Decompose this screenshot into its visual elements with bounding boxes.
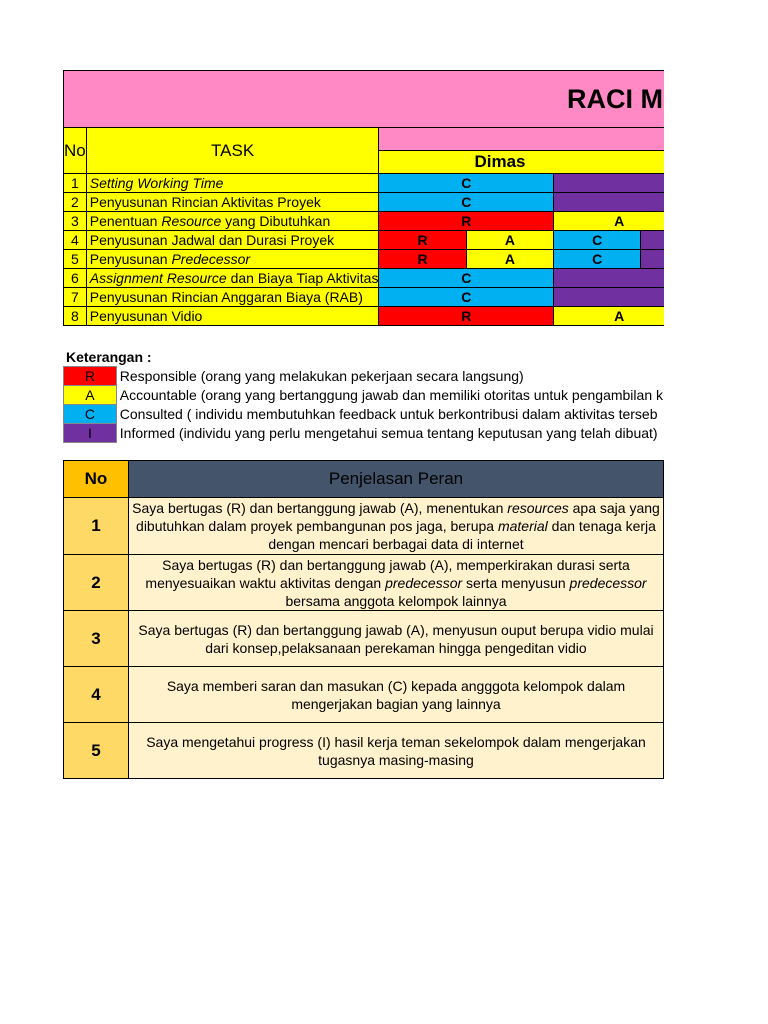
task-no: 4 bbox=[64, 231, 87, 250]
roles-header-no: No bbox=[64, 461, 129, 498]
role-text: Saya memberi saran dan masukan (C) kepada angggota kelompok dalam mengerjakan bagian yang lainnya bbox=[129, 667, 664, 723]
task-row bbox=[64, 288, 665, 307]
legend-swatch: C bbox=[64, 405, 117, 424]
legend-swatch: A bbox=[64, 386, 117, 405]
raci-cell bbox=[554, 193, 664, 212]
legend-item bbox=[64, 367, 664, 386]
task-no: 7 bbox=[64, 288, 87, 307]
raci-cell: C bbox=[379, 193, 554, 212]
task-row bbox=[64, 193, 665, 212]
task-no: 3 bbox=[64, 212, 87, 231]
task-no: 1 bbox=[64, 174, 87, 193]
role-row bbox=[64, 555, 664, 611]
roles-header-title: Penjelasan Peran bbox=[129, 461, 664, 498]
role-text: Saya bertugas (R) dan bertanggung jawab (A), menentukan resources apa saja yang dibutuhkan dalam proyek pembangunan pos jaga, berupa material dan tenaga kerja dengan mencari berbagai data di internet bbox=[129, 498, 664, 555]
raci-cell: R bbox=[379, 212, 554, 231]
role-row bbox=[64, 723, 664, 779]
role-text: Saya bertugas (R) dan bertanggung jawab (A), memperkirakan durasi serta menyesuaikan waktu aktivitas dengan predecessor serta menyusun predecessor bersama anggota kelompok lainnya bbox=[129, 555, 664, 611]
raci-cell: A bbox=[466, 250, 553, 269]
task-name: Penyusunan Rincian Anggaran Biaya (RAB) bbox=[86, 288, 379, 307]
raci-cell: C bbox=[554, 231, 641, 250]
legend-text: Accountable (orang yang bertanggung jawab dan memiliki otoritas untuk pengambilan k bbox=[119, 387, 663, 403]
role-no: 4 bbox=[64, 667, 129, 723]
task-row bbox=[64, 250, 665, 269]
raci-cell: R bbox=[379, 307, 554, 326]
header-no: No bbox=[64, 128, 87, 174]
task-row bbox=[64, 307, 665, 326]
task-name: Penyusunan Jadwal dan Durasi Proyek bbox=[86, 231, 379, 250]
role-no: 1 bbox=[64, 498, 129, 555]
role-text: Saya bertugas (R) dan bertanggung jawab (A), menyusun ouput berupa vidio mulai dari konsep,pelaksanaan perekaman hingga pengeditan vidio bbox=[129, 611, 664, 667]
role-row bbox=[64, 667, 664, 723]
task-row bbox=[64, 231, 665, 250]
legend-item bbox=[64, 405, 664, 424]
header-task: TASK bbox=[86, 128, 379, 174]
raci-cell: C bbox=[379, 269, 554, 288]
raci-cell: C bbox=[379, 288, 554, 307]
legend-swatch: R bbox=[64, 367, 117, 386]
roles-table bbox=[63, 460, 664, 779]
raci-cell bbox=[641, 250, 664, 269]
legend-item bbox=[64, 386, 664, 405]
task-row bbox=[64, 269, 665, 288]
member-name-dimas: Dimas bbox=[379, 151, 664, 174]
raci-cell: A bbox=[554, 307, 664, 326]
raci-cell bbox=[554, 288, 664, 307]
legend-text: Responsible (orang yang melakukan pekerjaan secara langsung) bbox=[119, 368, 524, 384]
raci-cell: C bbox=[379, 174, 554, 193]
task-name: Penyusunan Predecessor bbox=[86, 250, 379, 269]
legend-swatch: I bbox=[64, 424, 117, 443]
raci-cell: A bbox=[466, 231, 553, 250]
raci-cell: C bbox=[554, 250, 641, 269]
role-text: Saya mengetahui progress (I) hasil kerja teman sekelompok dalam mengerjakan tugasnya masing-masing bbox=[129, 723, 664, 779]
task-row bbox=[64, 212, 665, 231]
raci-cell bbox=[641, 231, 664, 250]
raci-cell: R bbox=[379, 231, 466, 250]
raci-cell bbox=[554, 269, 664, 288]
matrix-title: RACI M bbox=[64, 71, 665, 128]
task-name: Penyusunan Vidio bbox=[86, 307, 379, 326]
legend-item bbox=[64, 424, 664, 443]
raci-matrix-table bbox=[63, 70, 664, 326]
task-row bbox=[64, 174, 665, 193]
role-no: 2 bbox=[64, 555, 129, 611]
legend-table bbox=[63, 366, 664, 443]
raci-cell: A bbox=[554, 212, 664, 231]
role-no: 3 bbox=[64, 611, 129, 667]
task-no: 8 bbox=[64, 307, 87, 326]
task-no: 6 bbox=[64, 269, 87, 288]
legend-text: Consulted ( individu membutuhkan feedback untuk berkontribusi dalam aktivitas terseb bbox=[119, 406, 658, 422]
task-name: Penentuan Resource yang Dibutuhkan bbox=[86, 212, 379, 231]
raci-cell bbox=[554, 174, 664, 193]
legend-text: Informed (individu yang perlu mengetahui semua tentang keputusan yang telah dibuat) bbox=[119, 425, 658, 441]
task-no: 2 bbox=[64, 193, 87, 212]
member-group-header bbox=[379, 128, 664, 151]
raci-cell: R bbox=[379, 250, 466, 269]
role-row bbox=[64, 611, 664, 667]
task-no: 5 bbox=[64, 250, 87, 269]
legend-title: Keterangan : bbox=[66, 349, 152, 365]
role-no: 5 bbox=[64, 723, 129, 779]
task-name: Assignment Resource dan Biaya Tiap Aktivitas bbox=[86, 269, 379, 288]
task-name: Setting Working Time bbox=[86, 174, 379, 193]
task-name: Penyusunan Rincian Aktivitas Proyek bbox=[86, 193, 379, 212]
role-row bbox=[64, 498, 664, 555]
